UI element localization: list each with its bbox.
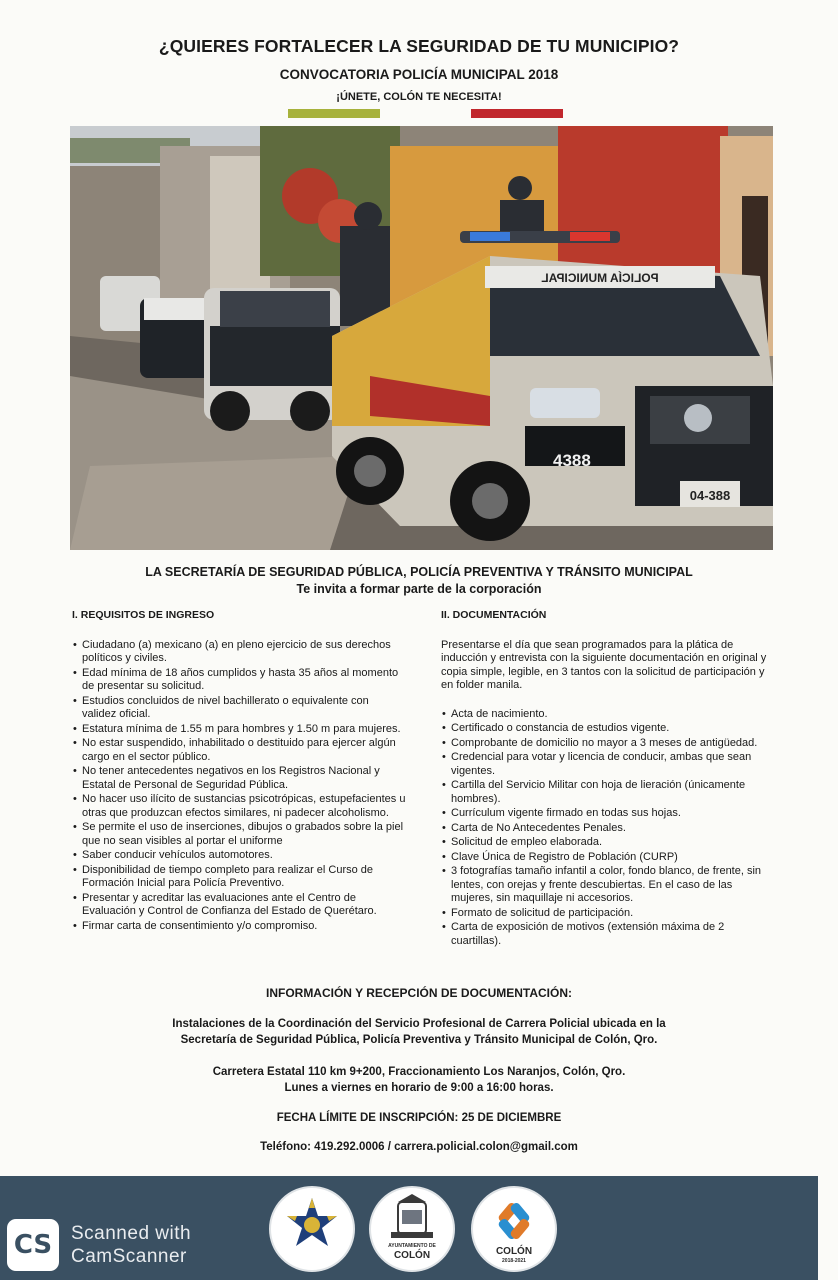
document-item: • Solicitud de empleo elaborada. [441, 836, 777, 850]
requirement-item: • Disponibilidad de tiempo completo para realizar el Curso de Formación Inicial para Policía Preventivo. [72, 864, 406, 891]
camscanner-line-2: CamScanner [71, 1246, 187, 1267]
flag-color-bars [0, 109, 838, 121]
requirement-item: • Edad mínima de 18 años cumplidos y hasta 35 años al momento de presentar su solicitud. [72, 667, 406, 694]
camscanner-watermark [7, 1219, 191, 1271]
requirement-item: • Estudios concluidos de nivel bachillerato o equivalente con validez oficial. [72, 695, 406, 722]
document-item: • Currículum vigente firmado en todas sus hojas. [441, 807, 777, 821]
poster-subtitle: CONVOCATORIA POLICÍA MUNICIPAL 2018 [279, 67, 559, 82]
logo2-caption-small: AYUNTAMIENTO DE [388, 1243, 436, 1249]
red-bar [471, 109, 563, 118]
document-item: • Carta de No Antecedentes Penales. [441, 822, 777, 836]
requirement-item: • Estatura mínima de 1.55 m para hombres y 1.50 m para mujeres. [72, 723, 406, 737]
poster-tagline: ¡ÚNETE, COLÓN TE NECESITA! [336, 91, 502, 103]
document-item: • Credencial para votar y licencia de conducir, ambas que sean vigentes. [441, 751, 777, 778]
organization-block [0, 565, 838, 596]
information-section [0, 986, 838, 1153]
requirement-item: • Firmar carta de consentimiento y/o compromiso. [72, 920, 406, 934]
camscanner-line-1: Scanned with [71, 1223, 192, 1244]
requirement-item: • Ciudadano (a) mexicano (a) en pleno ejercicio de sus derechos políticos y civiles. [72, 639, 406, 666]
requirements-heading: I. REQUISITOS DE INGRESO [72, 609, 215, 621]
location-line-1: Instalaciones de la Coordinación del Servicio Profesional de Carrera Policial ubicada en la [172, 1018, 666, 1030]
information-address [0, 1064, 838, 1096]
documentation-intro: Presentarse el día que sean programados para la plática de inducción y entrevista con la siguiente documentación en original y copia simple, legible, en 3 tantos con la solicitud de participación y en folder manila. [441, 638, 767, 691]
documentation-heading: II. DOCUMENTACIÓN [441, 609, 547, 621]
document-item: • Formato de solicitud de participación. [441, 907, 777, 921]
truck-plate: 04-388 [689, 488, 731, 503]
document-item: • Certificado o constancia de estudios vigente. [441, 722, 777, 736]
camscanner-text [71, 1222, 191, 1268]
address-line: Carretera Estatal 110 km 9+200, Fraccionamiento Los Naranjos, Colón, Qro. [212, 1066, 626, 1078]
organization-name: LA SECRETARÍA DE SEGURIDAD PÚBLICA, POLICÍA PREVENTIVA Y TRÁNSITO MUNICIPAL [145, 565, 693, 579]
information-location [0, 1016, 838, 1048]
organization-invitation: Te invita a formar parte de la corporación [296, 582, 542, 596]
logo3-caption: COLÓN [495, 1246, 533, 1257]
requirement-item: • Se permite el uso de inserciones, dibujos o grabados sobre la piel que no sean visibles al portar el uniforme [72, 821, 406, 848]
document-item: • Acta de nacimiento. [441, 708, 777, 722]
truck-windshield-label: POLICÍA MUNICIPAL [541, 271, 659, 285]
registration-deadline: FECHA LÍMITE DE INSCRIPCIÓN: 25 DE DICIEMBRE [276, 1112, 562, 1124]
document-item: • Carta de exposición de motivos (extensión máxima de 2 cuartillas). [441, 921, 777, 948]
contact-line: Teléfono: 419.292.0006 / carrera.policial.colon@gmail.com [260, 1141, 578, 1153]
logo2-caption: COLÓN [393, 1250, 431, 1261]
poster-header [0, 0, 838, 121]
document-item: • Comprobante de domicilio no mayor a 3 meses de antigüedad. [441, 737, 777, 751]
truck-unit-number: 4388 [553, 451, 591, 470]
requirement-item: • Saber conducir vehículos automotores. [72, 849, 406, 863]
requirement-item: • No estar suspendido, inhabilitado o destituido para ejercer algún cargo en el sector público. [72, 737, 406, 764]
document-item: • 3 fotografías tamaño infantil a color, fondo blanco, de frente, sin lentes, con orejas y frente descubiertas. En el caso de las mujeres, sin maquillaje ni accesorios. [441, 865, 777, 906]
requirement-item: • No hacer uso ilícito de sustancias psicotrópicas, estupefacientes u otras que produzcan efectos similares, ni padecer alcoholismo. [72, 793, 406, 820]
police-badge-logo [269, 1186, 355, 1272]
requirement-item: • No tener antecedentes negativos en los Registros Nacional y Estatal de Personal de Seguridad Pública. [72, 765, 406, 792]
hours-line: Lunes a viernes en horario de 9:00 a 16:00 horas. [284, 1082, 554, 1094]
documentation-list [441, 708, 777, 949]
police-star-icon [271, 1188, 353, 1270]
poster-title: ¿QUIERES FORTALECER LA SEGURIDAD DE TU MUNICIPIO? [158, 36, 680, 56]
ayuntamiento-colon-logo [369, 1186, 455, 1272]
colon-2018-2021-logo [471, 1186, 557, 1272]
requirements-section [72, 609, 406, 934]
police-trucks-photo [70, 126, 773, 550]
information-heading: INFORMACIÓN Y RECEPCIÓN DE DOCUMENTACIÓN: [265, 986, 572, 1000]
location-line-2: Secretaría de Seguridad Pública, Policía Preventiva y Tránsito Municipal de Colón, Qro. [180, 1034, 658, 1046]
document-item: • Clave Única de Registro de Población (CURP) [441, 851, 777, 865]
documentation-section [441, 609, 777, 949]
document-item: • Cartilla del Servicio Militar con hoja de lieración (únicamente hombres). [441, 779, 777, 806]
requirement-item: • Presentar y acreditar las evaluaciones ante el Centro de Evaluación y Control de Confianza del Estado de Querétaro. [72, 892, 406, 919]
green-bar [288, 109, 380, 118]
requirements-list [72, 639, 406, 934]
logo3-years: 2018-2021 [502, 1258, 526, 1264]
camscanner-icon: CS [7, 1219, 59, 1271]
